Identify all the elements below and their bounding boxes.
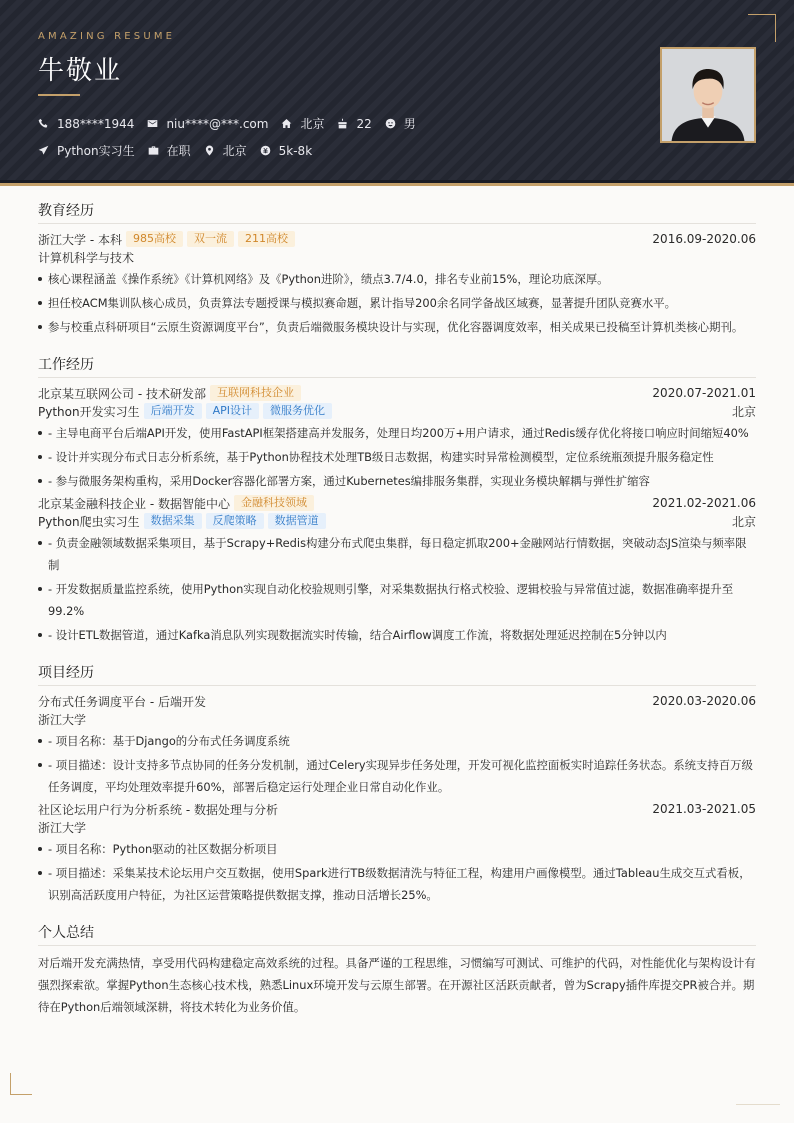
cake-icon — [337, 118, 348, 129]
education-header-row — [38, 230, 756, 248]
age-text: 22 — [356, 116, 372, 131]
role-name: Python开发实习生 — [38, 404, 140, 419]
company-tag: 金融科技领域 — [234, 495, 314, 511]
project-name: 社区论坛用户行为分析系统 - 数据处理与分析 — [38, 802, 278, 817]
footer-line — [736, 1104, 780, 1105]
school-tag: 985高校 — [126, 231, 183, 247]
gender-text: 男 — [403, 117, 416, 131]
job-status — [148, 142, 191, 159]
project-header-row — [38, 800, 756, 818]
role-tag: 数据管道 — [268, 513, 326, 529]
contact-age — [337, 117, 371, 131]
work-company-row — [38, 494, 756, 512]
contact-phone — [38, 117, 134, 131]
school-name: 浙江大学 - 本科 — [38, 232, 122, 247]
company-name: 北京某互联网公司 - 技术研发部 — [38, 386, 206, 401]
work-date: 2020.07-2021.01 — [652, 386, 756, 400]
city-text: 北京 — [300, 117, 325, 131]
education-major: 计算机科学与技术 — [38, 250, 135, 265]
salary-text: 5k-8k — [278, 143, 313, 158]
avatar-photo — [662, 49, 754, 141]
mail-icon — [147, 118, 158, 129]
school-tag: 211高校 — [238, 231, 295, 247]
role-tag: 数据采集 — [144, 513, 202, 529]
job-location — [204, 142, 247, 159]
header-underband — [0, 180, 794, 183]
work-bullets — [38, 532, 756, 646]
list-item: - 设计ETL数据管道，通过Kafka消息队列实现数据流实时传输，结合Airflow调度工作流，将数据处理延迟控制在5分钟以内 — [38, 624, 756, 646]
section-title-summary: 个人总结 — [38, 922, 756, 946]
work-city: 北京 — [731, 404, 756, 419]
project-bullets — [38, 838, 756, 906]
project-org: 浙江大学 — [38, 712, 87, 727]
work-city: 北京 — [731, 514, 756, 529]
job-salary — [260, 144, 313, 158]
project-org: 浙江大学 — [38, 820, 87, 835]
list-item: - 项目名称：基于Django的分布式任务调度系统 — [38, 730, 756, 752]
contact-gender — [385, 115, 416, 132]
role-tag: 后端开发 — [144, 403, 202, 419]
corner-ornament — [10, 1073, 32, 1095]
phone-text: 188****1944 — [57, 116, 135, 131]
position-text: Python实习生 — [57, 144, 135, 158]
project-name: 分布式任务调度平台 - 后端开发 — [38, 694, 206, 709]
send-icon — [38, 145, 49, 156]
project-date: 2021.03-2021.05 — [652, 802, 756, 816]
list-item: - 项目描述：设计支持多节点协同的任务分发机制，通过Celery实现异步任务处理，开发可视化监控面板实时追踪任务状态。系统支持百万级任务调度，平均处理效率提升60%，部署后稳定运行处理企业日常自动化作业。 — [38, 754, 756, 798]
role-tag: 微服务优化 — [263, 403, 332, 419]
contact-row — [38, 115, 429, 132]
project-bullets — [38, 730, 756, 798]
role-tag: 反爬策略 — [206, 513, 264, 529]
list-item: - 项目名称：Python驱动的社区数据分析项目 — [38, 838, 756, 860]
role-name: Python爬虫实习生 — [38, 514, 140, 529]
project-date: 2020.03-2020.06 — [652, 694, 756, 708]
list-item: 参与校重点科研项目“云原生资源调度平台”，负责后端微服务模块设计与实现，优化容器调度效率，相关成果已投稿至计算机类核心期刊。 — [38, 316, 756, 338]
company-name: 北京某金融科技企业 - 数据智能中心 — [38, 496, 230, 511]
section-title-projects: 项目经历 — [38, 662, 756, 686]
work-company-row — [38, 384, 756, 402]
contact-city — [281, 115, 324, 132]
education-bullets — [38, 268, 756, 338]
work-bullets — [38, 422, 756, 492]
corner-ornament — [748, 14, 776, 42]
section-title-work: 工作经历 — [38, 354, 756, 378]
company-tag: 互联网科技企业 — [210, 385, 301, 401]
resume-eyebrow: AMAZING RESUME — [38, 31, 176, 42]
summary-text: 对后端开发充满热情，享受用代码构建稳定高效系统的过程。具备严谨的工程思维，习惯编写可测试、可维护的代码，对性能优化与架构设计有强烈探索欲。掌握Python生态核心技术栈，熟悉Linux环境开发与云原生部署。在开源社区活跃贡献者，曾为Scrapy插件库提交PR被合并。期待在Python后端领域深耕，将技术转化为业务价值。 — [38, 956, 756, 1014]
list-item: - 主导电商平台后端API开发，使用FastAPI框架搭建高并发服务，处理日均200万+用户请求，通过Redis缓存优化将接口响应时间缩短40% — [38, 422, 756, 444]
section-title-education: 教育经历 — [38, 200, 756, 224]
job-intent-row — [38, 142, 325, 159]
list-item: - 开发数据质量监控系统，使用Python实现自动化校验规则引擎，对采集数据执行格式校验、逻辑校验与异常值过滤，数据准确率提升至99.2% — [38, 578, 756, 622]
profile-photo — [660, 47, 756, 143]
resume-header — [0, 0, 794, 186]
candidate-name: 牛敬业 — [38, 56, 123, 86]
phone-icon — [38, 118, 49, 129]
gender-icon — [385, 118, 396, 129]
home-icon — [281, 118, 292, 129]
resume-body — [38, 200, 756, 1018]
job-position — [38, 142, 135, 159]
location-icon — [204, 145, 215, 156]
list-item: 担任校ACM集训队核心成员，负责算法专题授课与模拟赛命题，累计指导200余名同学备战区域赛，显著提升团队竞赛水平。 — [38, 292, 756, 314]
school-tag: 双一流 — [187, 231, 234, 247]
role-tag: API设计 — [206, 403, 259, 419]
email-text: niu****@***.com — [166, 116, 269, 131]
project-header-row — [38, 692, 756, 710]
name-underline — [38, 94, 80, 96]
contact-email — [147, 117, 268, 131]
list-item: - 项目描述：采集某技术论坛用户交互数据，使用Spark进行TB级数据清洗与特征工程，构建用户画像模型。通过Tableau生成交互式看板，识别高活跃度用户特征，为社区运营策略提供数据支撑，推动日活增长25%。 — [38, 862, 756, 906]
work-date: 2021.02-2021.06 — [652, 496, 756, 510]
work-role-row — [38, 402, 756, 420]
status-text: 在职 — [166, 144, 191, 158]
education-date: 2016.09-2020.06 — [652, 232, 756, 246]
money-icon — [260, 145, 271, 156]
list-item: - 设计并实现分布式日志分析系统，基于Python协程技术处理TB级日志数据，构建实时异常检测模型，定位系统瓶颈提升服务稳定性 — [38, 446, 756, 468]
location-text: 北京 — [222, 144, 247, 158]
list-item: 核心课程涵盖《操作系统》《计算机网络》及《Python进阶》，绩点3.7/4.0，排名专业前15%，理论功底深厚。 — [38, 268, 756, 290]
briefcase-icon — [148, 145, 159, 156]
work-role-row — [38, 512, 756, 530]
list-item: - 参与微服务架构重构，采用Docker容器化部署方案，通过Kubernetes编排服务集群，实现业务模块解耦与弹性扩缩容 — [38, 470, 756, 492]
list-item: - 负责金融领域数据采集项目，基于Scrapy+Redis构建分布式爬虫集群，每日稳定抓取200+金融网站行情数据，突破动态JS渲染与频率限制 — [38, 532, 756, 576]
